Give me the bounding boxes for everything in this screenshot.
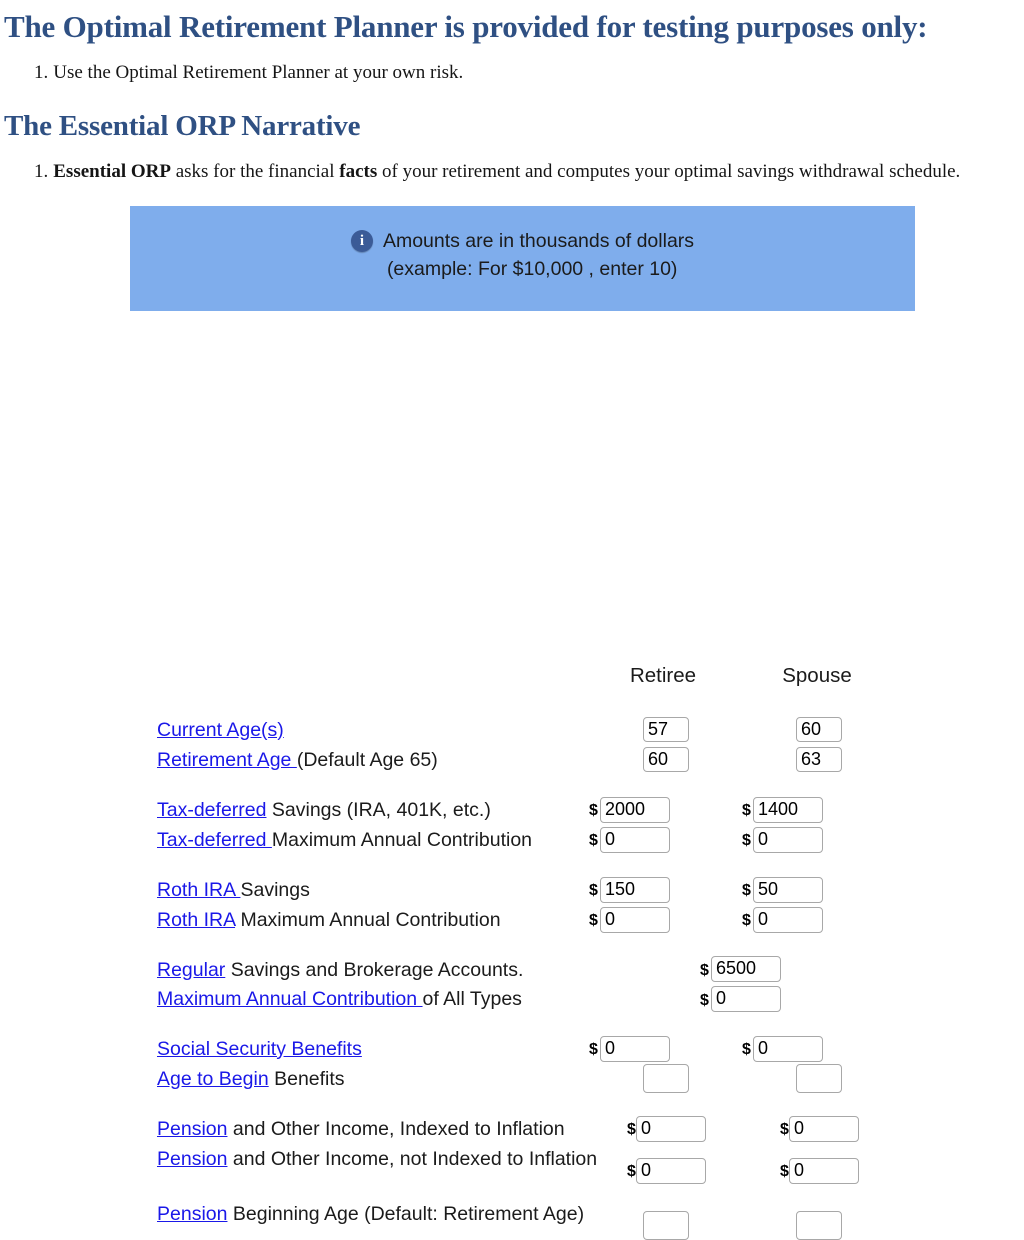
input-pension-indexed-spouse[interactable] xyxy=(789,1116,859,1142)
disclaimer-list-item xyxy=(0,44,1024,85)
currency-symbol: $ xyxy=(700,961,709,979)
input-current-age-retiree[interactable] xyxy=(643,717,689,742)
link-pension-beginning-age[interactable]: Pension xyxy=(157,1202,228,1225)
narrative-text-mid: asks for the financial xyxy=(170,160,340,182)
link-tax-deferred-max[interactable]: Tax-deferred xyxy=(157,828,272,851)
input-ss-begin-age-retiree[interactable] xyxy=(643,1064,689,1093)
row-retirement-age xyxy=(157,747,627,774)
label-max-annual-contribution-all-rest: of All Types xyxy=(422,987,522,1010)
currency-symbol: $ xyxy=(589,801,598,819)
section-title-narrative: The Essential ORP Narrative xyxy=(4,109,361,142)
row-tax-deferred-max-contribution xyxy=(157,827,627,854)
narrative-list-item xyxy=(0,143,1024,184)
row-roth-ira-savings xyxy=(157,877,627,904)
input-tax-deferred-savings-retiree[interactable] xyxy=(600,797,670,823)
currency-symbol: $ xyxy=(627,1162,636,1180)
currency-symbol: $ xyxy=(589,911,598,929)
currency-symbol: $ xyxy=(742,831,751,849)
input-tax-deferred-max-spouse[interactable] xyxy=(753,827,823,853)
row-tax-deferred-savings xyxy=(157,797,627,824)
input-pension-indexed-retiree[interactable] xyxy=(636,1116,706,1142)
narrative-list-number: 1. xyxy=(34,160,49,182)
narrative-bold-essential-orp: Essential ORP xyxy=(53,160,171,182)
label-retirement-age-rest: (Default Age 65) xyxy=(296,748,438,771)
disclaimer-list-number: 1. xyxy=(34,62,49,84)
column-header-spouse: Spouse xyxy=(782,663,852,687)
info-banner-line-1: Amounts are in thousands of dollars xyxy=(382,230,695,253)
row-regular-savings xyxy=(157,957,627,984)
row-current-age xyxy=(157,717,627,744)
currency-symbol: $ xyxy=(742,1040,751,1058)
link-pension-indexed[interactable]: Pension xyxy=(157,1117,228,1140)
retirement-input-form xyxy=(0,323,1024,1225)
label-regular-savings-rest: Savings and Brokerage Accounts. xyxy=(225,958,524,981)
input-tax-deferred-savings-spouse[interactable] xyxy=(753,797,823,823)
info-icon: i xyxy=(351,230,373,252)
link-social-security-benefits[interactable]: Social Security Benefits xyxy=(157,1037,362,1060)
disclaimer-list-text: Use the Optimal Retirement Planner at your own risk. xyxy=(53,62,464,84)
input-retirement-age-spouse[interactable] xyxy=(796,747,842,772)
label-age-to-begin-rest: Benefits xyxy=(268,1067,345,1090)
row-age-to-begin-benefits xyxy=(157,1066,627,1093)
input-pension-not-indexed-spouse[interactable] xyxy=(789,1158,859,1184)
input-pension-not-indexed-retiree[interactable] xyxy=(636,1158,706,1184)
row-pension-indexed xyxy=(157,1116,627,1143)
row-pension-not-indexed xyxy=(157,1146,627,1173)
label-pension-not-indexed-rest: and Other Income, not Indexed to Inflation xyxy=(227,1147,598,1170)
currency-symbol: $ xyxy=(780,1120,789,1138)
row-roth-ira-max-contribution xyxy=(157,907,627,934)
input-roth-ira-savings-spouse[interactable] xyxy=(753,877,823,903)
label-tax-deferred-max-rest: Maximum Annual Contribution xyxy=(271,828,533,851)
link-pension-not-indexed[interactable]: Pension xyxy=(157,1147,228,1170)
input-ss-begin-age-spouse[interactable] xyxy=(796,1064,842,1093)
currency-symbol: $ xyxy=(627,1120,636,1138)
input-regular-savings[interactable] xyxy=(711,956,781,982)
link-regular-savings[interactable]: Regular xyxy=(157,958,226,981)
link-max-annual-contribution-all[interactable]: Maximum Annual Contribution xyxy=(157,987,423,1010)
narrative-bold-facts: facts xyxy=(339,160,378,182)
link-retirement-age[interactable]: Retirement Age xyxy=(157,748,297,771)
link-roth-ira-max[interactable]: Roth IRA xyxy=(157,908,236,931)
currency-symbol: $ xyxy=(589,881,598,899)
row-pension-beginning-age xyxy=(157,1201,627,1228)
info-banner-text xyxy=(383,228,694,283)
narrative-text-end: of your retirement and computes your optimal savings withdrawal schedule. xyxy=(377,160,961,182)
currency-symbol: $ xyxy=(742,911,751,929)
link-tax-deferred-savings[interactable]: Tax-deferred xyxy=(157,798,267,821)
info-banner-line-2: (example: For $10,000 , enter 10) xyxy=(386,258,678,281)
label-pension-beginning-age-rest: Beginning Age (Default: Retirement Age) xyxy=(227,1202,585,1225)
label-roth-ira-max-rest: Maximum Annual Contribution xyxy=(235,908,501,931)
currency-symbol: $ xyxy=(742,801,751,819)
input-max-annual-contribution-all[interactable] xyxy=(711,986,781,1012)
page-title: The Optimal Retirement Planner is provided for testing purposes only: xyxy=(4,9,928,44)
input-social-security-spouse[interactable] xyxy=(753,1036,823,1062)
input-retirement-age-retiree[interactable] xyxy=(643,747,689,772)
link-roth-ira-savings[interactable]: Roth IRA xyxy=(157,878,241,901)
currency-symbol: $ xyxy=(742,881,751,899)
currency-symbol: $ xyxy=(589,1040,598,1058)
link-current-ages[interactable]: Current Age(s) xyxy=(157,718,284,741)
label-pension-indexed-rest: and Other Income, Indexed to Inflation xyxy=(227,1117,565,1140)
link-age-to-begin[interactable]: Age to Begin xyxy=(157,1067,269,1090)
input-pension-begin-age-spouse[interactable] xyxy=(796,1211,842,1240)
input-tax-deferred-max-retiree[interactable] xyxy=(600,827,670,853)
info-banner xyxy=(130,206,915,311)
currency-symbol: $ xyxy=(780,1162,789,1180)
currency-symbol: $ xyxy=(700,991,709,1009)
input-current-age-spouse[interactable] xyxy=(796,717,842,742)
currency-symbol: $ xyxy=(589,831,598,849)
row-max-annual-contribution-all xyxy=(157,986,627,1013)
row-social-security-benefits xyxy=(157,1036,627,1063)
label-tax-deferred-savings-rest: Savings (IRA, 401K, etc.) xyxy=(266,798,491,821)
input-roth-ira-max-spouse[interactable] xyxy=(753,907,823,933)
input-roth-ira-max-retiree[interactable] xyxy=(600,907,670,933)
column-header-retiree: Retiree xyxy=(629,663,697,687)
input-roth-ira-savings-retiree[interactable] xyxy=(600,877,670,903)
input-social-security-retiree[interactable] xyxy=(600,1036,670,1062)
label-roth-ira-savings-rest: Savings xyxy=(240,878,310,901)
input-pension-begin-age-retiree[interactable] xyxy=(643,1211,689,1240)
